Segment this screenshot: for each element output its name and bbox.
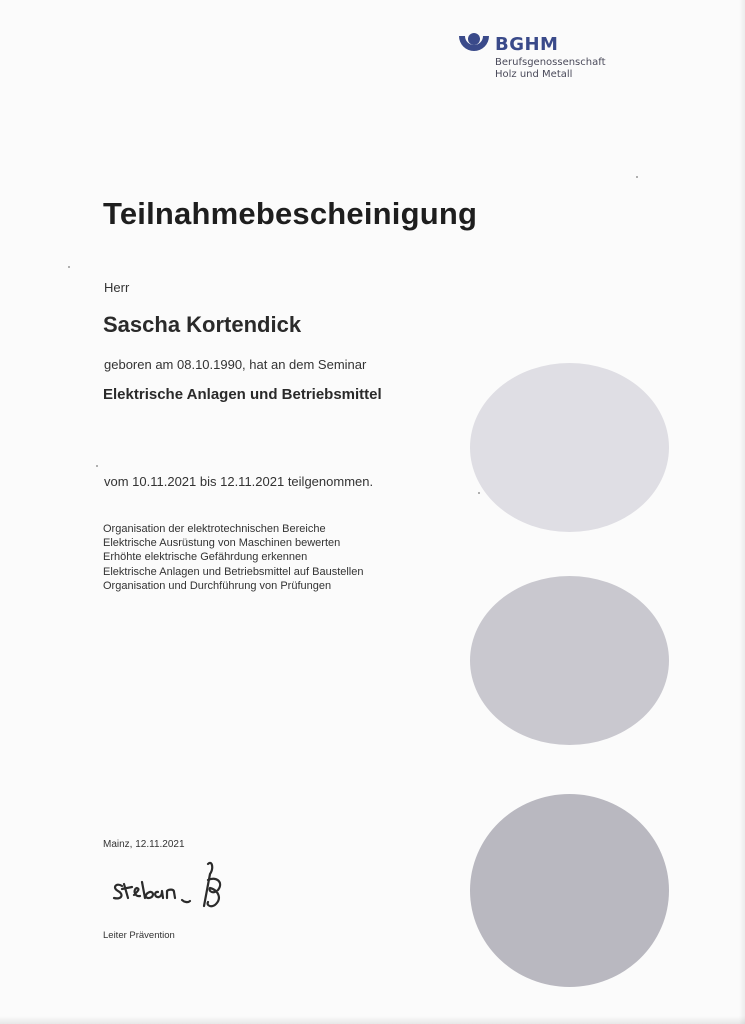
bghm-logo-mark-icon (457, 30, 491, 60)
decorative-circle-light (470, 363, 669, 532)
salutation: Herr (104, 280, 130, 295)
topic-item: Elektrische Ausrüstung von Maschinen bewerten (103, 537, 341, 550)
participation-period: vom 10.11.2021 bis 12.11.2021 teilgenommen. (104, 474, 374, 489)
logo-subtitle-line-1: Berufsgenossenschaft (495, 57, 606, 68)
birth-date-line: geboren am 08.10.1990, hat an dem Seminar (104, 357, 367, 372)
logo-subtitle-line-2: Holz und Metall (495, 69, 573, 80)
page-edge-shadow (739, 0, 745, 1024)
logo-subtitle (495, 57, 606, 81)
participant-name: Sascha Kortendick (103, 312, 302, 337)
scan-speck (636, 176, 638, 178)
seminar-topics-list (103, 522, 364, 593)
topic-item: Erhöhte elektrische Gefährdung erkennen (103, 551, 308, 564)
topic-item: Organisation und Durchführung von Prüfungen (103, 579, 332, 592)
bghm-logo (457, 30, 617, 90)
signatory-role: Leiter Prävention (103, 930, 175, 941)
handwritten-signature (108, 858, 258, 922)
document-title: Teilnahmebescheinigung (103, 196, 478, 231)
topic-item: Elektrische Anlagen und Betriebsmittel auf Baustellen (103, 565, 364, 578)
scan-speck (68, 266, 70, 268)
seminar-title: Elektrische Anlagen und Betriebsmittel (103, 386, 382, 403)
place-and-date: Mainz, 12.11.2021 (103, 839, 185, 850)
decorative-circle-mid (470, 576, 669, 745)
scan-speck (478, 492, 480, 494)
decorative-circle-dark (470, 794, 669, 987)
logo-name: BGHM (495, 34, 559, 55)
topic-item: Organisation der elektrotechnischen Bereiche (103, 523, 326, 535)
page-bottom-shadow (0, 1016, 745, 1024)
scan-speck (96, 465, 98, 467)
